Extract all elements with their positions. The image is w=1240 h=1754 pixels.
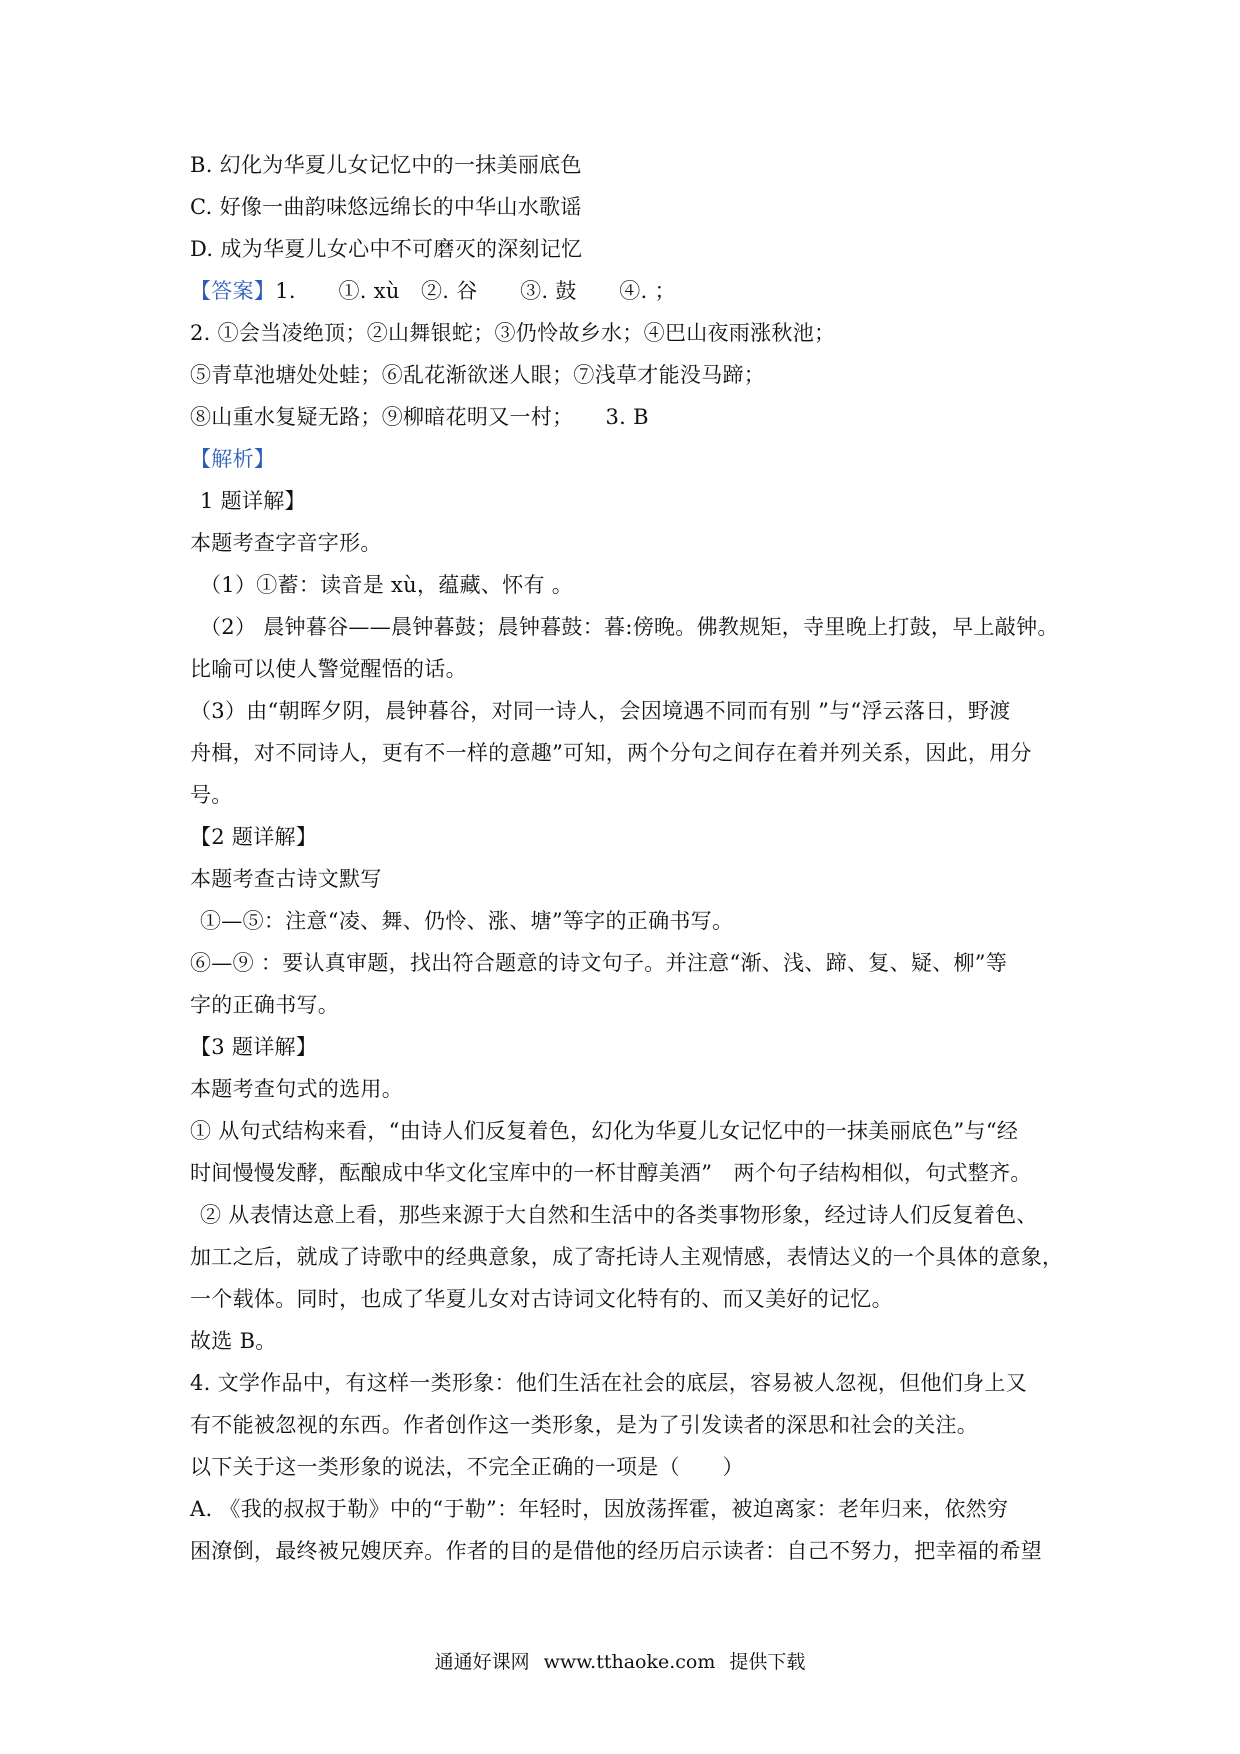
- section-1-item-3-end: 号。: [190, 783, 233, 807]
- section-1-item-3-cont: 舟楫，对不同诗人，更有不一样的意趣”可知，两个分句之间存在着并列关系，因此，用分: [190, 741, 1032, 765]
- section-3-heading: 【3 题详解】: [190, 1035, 318, 1059]
- question-4-prompt: 以下关于这一类形象的说法，不完全正确的一项是（ ）: [190, 1455, 744, 1479]
- section-3-intro: 本题考查句式的选用。: [190, 1077, 403, 1101]
- analysis-tag: 【解析】: [190, 447, 276, 471]
- footer-note: 提供下载: [729, 1651, 806, 1673]
- footer-url[interactable]: www.tthaoke.com: [543, 1651, 716, 1673]
- option-c: C. 好像一曲韵味悠远绵长的中华山水歌谣: [190, 195, 582, 219]
- section-1-item-2-cont: 比喻可以使人警觉醒悟的话。: [190, 657, 467, 681]
- section-3-conclusion: 故选 B。: [190, 1329, 277, 1353]
- section-2-heading: 【2 题详解】: [190, 825, 318, 849]
- section-2-item-2: ⑥—⑨ ：要认真审题，找出符合题意的诗文句子。并注意“渐、浅、蹄、复、疑、柳”等: [190, 951, 1008, 975]
- section-1-item-2: （2） 晨钟暮谷——晨钟暮鼓；晨钟暮鼓：暮:傍晚。佛教规矩，寺里晚上打鼓，早上敲钟。: [200, 615, 1059, 639]
- answer-line-3: ⑤青草池塘处处蛙；⑥乱花渐欲迷人眼；⑦浅草才能没马蹄；: [190, 363, 766, 387]
- section-2-item-2-cont: 字的正确书写。: [190, 993, 340, 1017]
- footer-site-name: 通通好课网: [434, 1651, 530, 1673]
- section-2-intro: 本题考查古诗文默写: [190, 867, 382, 891]
- section-1-heading: 1 题详解】: [200, 489, 306, 513]
- question-4-option-a: A. 《我的叔叔于勒》中的“于勒”：年轻时，因放荡挥霍，被迫离家：老年归来，依然穷: [190, 1497, 1009, 1521]
- answer-tag: 【答案】: [190, 279, 276, 303]
- section-1-item-3: （3）由“朝晖夕阴，晨钟暮谷，对同一诗人，会因境遇不同而有别 ”与“浮云落日，野渡: [190, 699, 1011, 723]
- answer-line-2: 2. ①会当凌绝顶；②山舞银蛇；③仍怜故乡水；④巴山夜雨涨秋池；: [190, 321, 836, 345]
- answer-line-4: ⑧山重水复疑无路；⑨柳暗花明又一村； 3. B: [190, 405, 649, 429]
- answer-line: [190, 276, 676, 306]
- option-b: B. 幻化为华夏儿女记忆中的一抹美丽底色: [190, 153, 582, 177]
- option-d: D. 成为华夏儿女心中不可磨灭的深刻记忆: [190, 237, 583, 261]
- section-3-item-1: ① 从句式结构来看，“由诗人们反复着色，幻化为华夏儿女记忆中的一抹美丽底色”与“经: [190, 1119, 1019, 1143]
- question-4: 4. 文学作品中，有这样一类形象：他们生活在社会的底层，容易被人忽视，但他们身上又: [190, 1371, 1028, 1395]
- section-3-item-2-cont: 加工之后，就成了诗歌中的经典意象，成了寄托诗人主观情感，表情达义的一个具体的意象，: [190, 1245, 1064, 1269]
- section-1-intro: 本题考查字音字形。: [190, 531, 382, 555]
- question-4-cont: 有不能被忽视的东西。作者创作这一类形象，是为了引发读者的深思和社会的关注。: [190, 1413, 979, 1437]
- question-4-option-a-cont: 困潦倒，最终被兄嫂厌弃。作者的目的是借他的经历启示读者：自己不努力，把幸福的希望: [190, 1539, 1042, 1563]
- answer-text: 1. ①. xù ②. 谷 ③. 鼓 ④. ；: [275, 279, 676, 303]
- section-1-item-1: （1）①蓄：读音是 xù，蕴藏、怀有 。: [200, 573, 574, 597]
- section-3-item-2: ② 从表情达意上看，那些来源于大自然和生活中的各类事物形象，经过诗人们反复着色、: [200, 1203, 1038, 1227]
- section-3-item-1-cont: 时间慢慢发酵，酝酿成中华文化宝库中的一杯甘醇美酒” 两个句子结构相似，句式整齐。: [190, 1161, 1032, 1185]
- page-footer: [0, 1648, 1240, 1676]
- section-3-item-2-end: 一个载体。同时，也成了华夏儿女对古诗词文化特有的、而又美好的记忆。: [190, 1287, 893, 1311]
- section-2-item-1: ①—⑤：注意“凌、舞、仍怜、涨、塘”等字的正确书写。: [200, 909, 734, 933]
